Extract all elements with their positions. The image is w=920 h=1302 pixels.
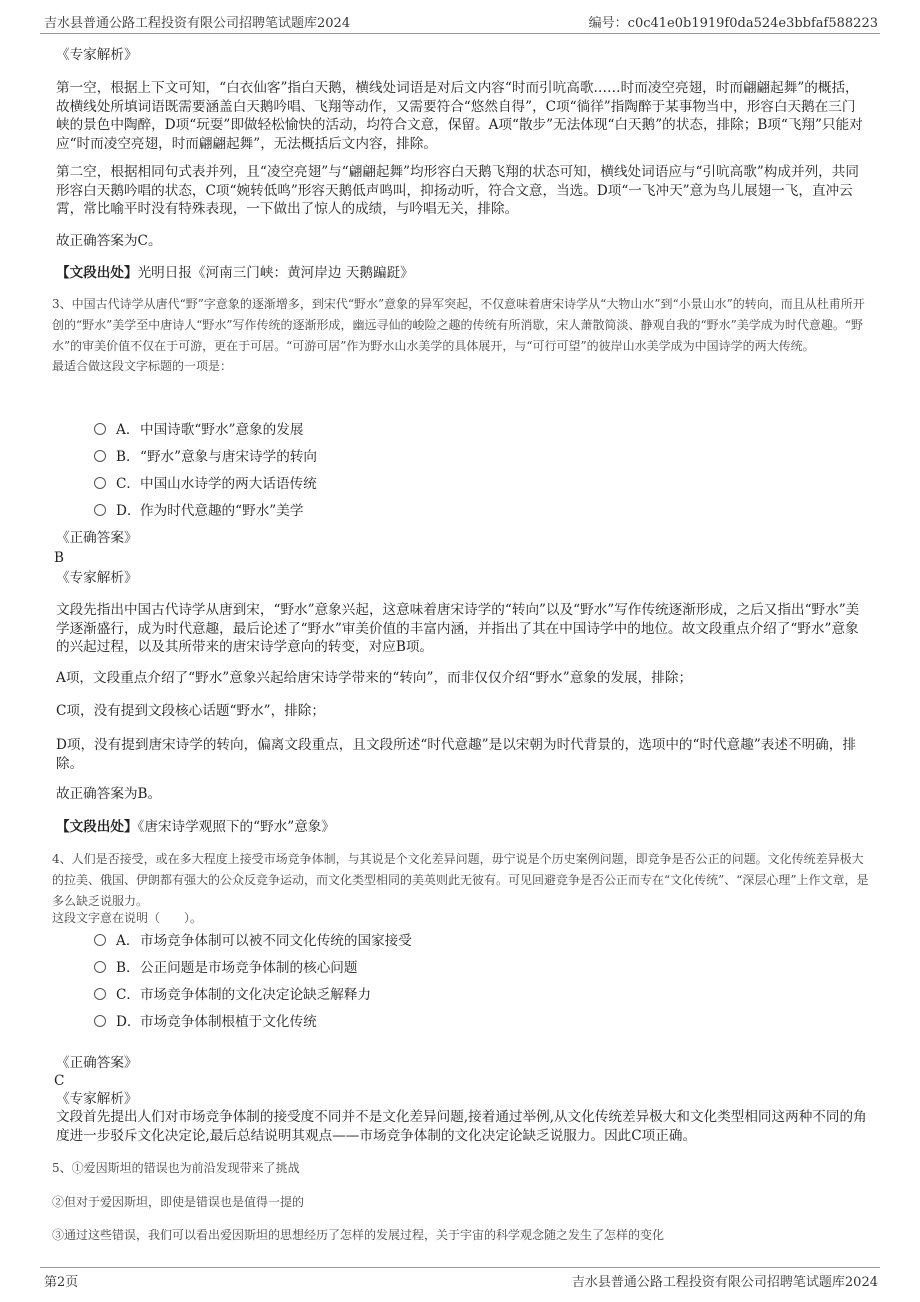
q3-prompt: 最适合做这段文字标题的一项是： xyxy=(52,359,233,373)
radio-icon[interactable] xyxy=(94,1015,106,1027)
q5-sentence-2: ②但对于爱因斯坦，即使是错误也是值得一提的 xyxy=(52,1195,305,1209)
q3-analysis-p1: 文段先指出中国古代诗学从唐到宋，“野水”意象兴起，这意味着唐宋诗学的“转向”以及“野水”写作传统逐渐形成，之后又指出“野水”美学逐渐盛行，成为时代意趣，最后论述了“野水”审美价值的丰富内涵，并指出了其在中国诗学中的地位。故文段重点介绍了“野水”意象的兴起过程，以及其所带来的唐宋诗学意向的转变，对应B项。 xyxy=(56,602,860,655)
q2-analysis-p1: 第一空，根据上下文可知，“白衣仙客”指白天鹅，横线处词语是对后文内容“时而引吭高歌……时而凌空亮翅，时而翩翩起舞”的概括，故横线处所填词语既需要涵盖白天鹅吟唱、飞翔等动作，又需要符合“悠然自得”，C项“徜徉”指陶醉于某事物当中，形容白天鹅在三门峡的景色中陶醉，D项“玩耍”即做轻松愉快的活动，均符合文意，保留。A项“散步”无法体现“白天鹅”的状态，排除；B项“飞翔”只能对应“时而凌空亮翅，时而翩翩起舞”，无法概括后文内容，排除。 xyxy=(56,80,863,152)
q2-source xyxy=(56,264,868,283)
q4-prompt: 这段文字意在说明（ ）。 xyxy=(52,911,203,925)
radio-icon[interactable] xyxy=(94,423,106,435)
q3-answer: B xyxy=(54,550,64,566)
q5-sentence-1: 5、①爱因斯坦的错误也为前沿发现带来了挑战 xyxy=(52,1161,300,1175)
q3-source-text: 《唐宋诗学观照下的“野水”意象》 xyxy=(137,819,335,835)
q2-conclusion: 故正确答案为C。 xyxy=(56,233,162,249)
q3-source xyxy=(56,818,868,837)
q3-conclusion: 故正确答案为B。 xyxy=(56,786,162,802)
footer-title: 吉水县普通公路工程投资有限公司招聘笔试题库2024 xyxy=(571,1275,878,1290)
radio-icon[interactable] xyxy=(94,477,106,489)
header-divider xyxy=(40,33,880,34)
q4-option-c[interactable]: C．市场竞争体制的文化决定论缺乏解释力 xyxy=(94,986,371,1004)
q4-stem: 4、人们是否接受，或在多大程度上接受市场竞争体制，与其说是个文化差异问题，毋宁说是个历史案例问题，即竞争是否公正的问题。文化传统差异极大的拉美、俄国、伊朗都有强大的公众反竞争运动，而文化类型相同的美英则此无彼有。可见回避竞争是否公正而专在“文化传统”、“深层心理”上作文章，是多么缺乏说服力。 xyxy=(52,852,869,908)
q3-source-label: 【文段出处】 xyxy=(56,819,138,835)
radio-icon[interactable] xyxy=(94,504,106,516)
q2-source-label: 【文段出处】 xyxy=(56,265,138,281)
header-serial: 编号：c0c41e0b1919f0da524e3bbfaf588223 xyxy=(588,16,878,31)
q3-option-b[interactable]: B．“野水”意象与唐宋诗学的转向 xyxy=(94,448,317,466)
q4-option-d[interactable]: D．市场竞争体制根植于文化传统 xyxy=(94,1013,317,1031)
q3-stem: 3、中国古代诗学从唐代“野”字意象的逐渐增多，到宋代“野水”意象的异军突起，不仅意味着唐宋诗学从“大物山水”到“小景山水”的转向，而且从杜甫所开创的“野水”美学至中唐诗人“野水”写作传统的逐渐形成，幽远寻仙的峻险之趣的传统有所消歇，宋人萧散简淡、静观自我的“野水”美学成为时代意趣。“野水”的审美价值不仅在于可游，更在于可居。“可游可居”作为野水山水美学的具体展开，与“可行可望”的彼岸山水美学成为中国诗学的两大传统。 xyxy=(52,297,865,353)
q3-analysis-p2: A项，文段重点介绍了“野水”意象兴起给唐宋诗学带来的“转向”，而非仅仅介绍“野水”意象的发展，排除； xyxy=(56,670,693,686)
q3-option-c[interactable]: C．中国山水诗学的两大话语传统 xyxy=(94,475,317,493)
radio-icon[interactable] xyxy=(94,450,106,462)
q3-answer-label: 《正确答案》 xyxy=(56,530,138,546)
q4-analysis-label: 《专家解析》 xyxy=(56,1091,138,1107)
footer-divider xyxy=(40,1267,880,1268)
q3-analysis-p4: D项，没有提到唐宋诗学的转向，偏离文段重点，且文段所述“时代意趣”是以宋朝为时代背景的，选项中的“时代意趣”表述不明确，排除。 xyxy=(56,737,856,772)
q3-option-d[interactable]: D．作为时代意趣的“野水”美学 xyxy=(94,502,303,520)
q4-option-b[interactable]: B．公正问题是市场竞争体制的核心问题 xyxy=(94,959,358,977)
q4-option-a[interactable]: A．市场竞争体制可以被不同文化传统的国家接受 xyxy=(94,932,412,950)
q4-answer: C xyxy=(54,1073,65,1089)
radio-icon[interactable] xyxy=(94,961,106,973)
q3-option-a[interactable]: A．中国诗歌“野水”意象的发展 xyxy=(94,421,303,439)
q2-analysis-p2: 第二空，根据相同句式表并列，且“凌空亮翅”与“翩翩起舞”均形容白天鹅飞翔的状态可知，横线处词语应与“引吭高歌”构成并列，共同形容白天鹅吟唱的状态，C项“婉转低鸣”形容天鹅低声鸣叫，抑扬动听，符合文意，当选。D项“一飞冲天”意为鸟儿展翅一飞，直冲云霄，常比喻平时没有特殊表现，一下做出了惊人的成绩，与吟唱无关，排除。 xyxy=(56,164,859,217)
header-title: 吉水县普通公路工程投资有限公司招聘笔试题库2024 xyxy=(44,16,351,31)
q4-analysis-p1: 文段首先提出人们对市场竞争体制的接受度不同并不是文化差异问题,接着通过举例,从文化传统差异极大和文化类型相同这两种不同的角度进一步驳斥文化决定论,最后总结说明其观点——市场竞争体制的文化决定论缺乏说服力。因此C项正确。 xyxy=(56,1109,867,1144)
q3-analysis-label: 《专家解析》 xyxy=(56,570,138,586)
radio-icon[interactable] xyxy=(94,988,106,1000)
q5-sentence-3: ③通过这些错误，我们可以看出爱因斯坦的思想经历了怎样的发展过程，关于宇宙的科学观念随之发生了怎样的变化 xyxy=(52,1228,665,1242)
q2-analysis-label: 《专家解析》 xyxy=(56,47,138,63)
q3-analysis-p3: C项，没有提到文段核心话题“野水”，排除； xyxy=(56,703,325,719)
footer-page-number: 第2页 xyxy=(44,1275,79,1290)
q4-answer-label: 《正确答案》 xyxy=(56,1055,138,1071)
q2-source-text: 光明日报《河南三门峡：黄河岸边 天鹅蹁跹》 xyxy=(137,265,414,281)
radio-icon[interactable] xyxy=(94,934,106,946)
